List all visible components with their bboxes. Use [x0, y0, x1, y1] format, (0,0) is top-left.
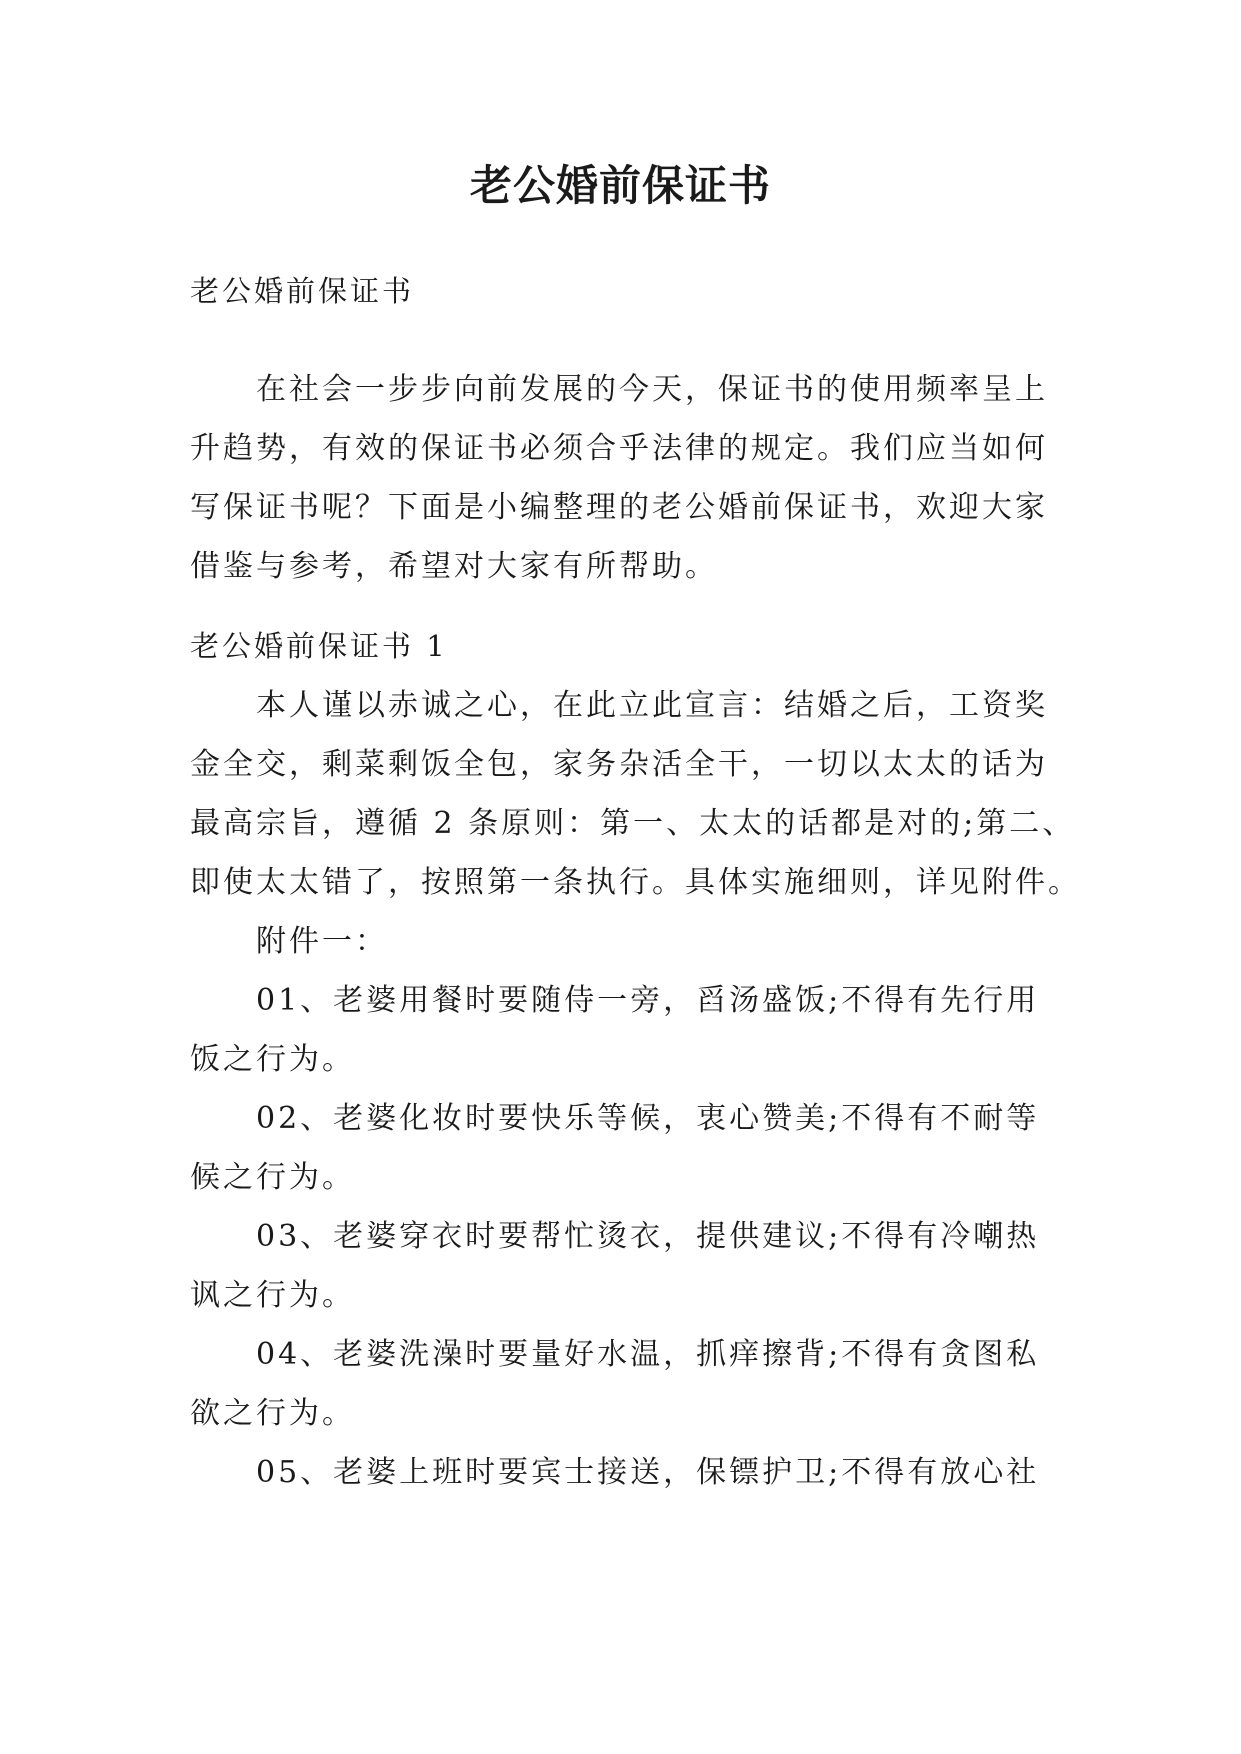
intro-line: 在社会一步步向前发展的今天，保证书的使用频率呈上 [256, 372, 1048, 407]
section-body-line: 本人谨以赤诚之心，在此立此宣言：结婚之后，工资奖 [256, 688, 1048, 723]
appendix-item-line: 讽之行为。 [190, 1278, 355, 1313]
appendix-item-line: 04、老婆洗澡时要量好水温，抓痒擦背;不得有贪图私 [256, 1337, 1040, 1372]
appendix-item-line: 饭之行为。 [190, 1042, 355, 1077]
section-1 [190, 617, 1081, 1502]
appendix-item-line: 03、老婆穿衣时要帮忙烫衣，提供建议;不得有冷嘲热 [256, 1219, 1040, 1254]
intro-line: 升趋势，有效的保证书必须合乎法律的规定。我们应当如何 [190, 431, 1048, 466]
document-subtitle: 老公婚前保证书 [190, 274, 415, 308]
appendix-item-line: 02、老婆化妆时要快乐等候，衷心赞美;不得有不耐等 [256, 1101, 1040, 1136]
appendix-item-line: 欲之行为。 [190, 1396, 355, 1431]
appendix-item-line: 01、老婆用餐时要随侍一旁，舀汤盛饭;不得有先行用 [256, 983, 1040, 1018]
section-body-line: 金全交，剩菜剩饭全包，家务杂活全干，一切以太太的话为 [190, 747, 1048, 782]
intro-line: 借鉴与参考，希望对大家有所帮助。 [190, 549, 718, 584]
intro-paragraph [190, 360, 1050, 596]
document-subtitle-block [190, 262, 1050, 321]
appendix-item-line: 候之行为。 [190, 1160, 355, 1195]
appendix-label: 附件一： [256, 924, 388, 959]
section-body-line: 最高宗旨，遵循 2 条原则：第一、太太的话都是对的;第二、 [190, 806, 1076, 841]
intro-line: 写保证书呢？下面是小编整理的老公婚前保证书，欢迎大家 [190, 490, 1048, 525]
document-title: 老公婚前保证书 [469, 161, 771, 210]
section-body-line: 即使太太错了，按照第一条执行。具体实施细则，详见附件。 [190, 865, 1081, 900]
appendix-item-line: 05、老婆上班时要宾士接送，保镖护卫;不得有放心社 [256, 1455, 1040, 1490]
section-heading: 老公婚前保证书 1 [190, 629, 448, 663]
